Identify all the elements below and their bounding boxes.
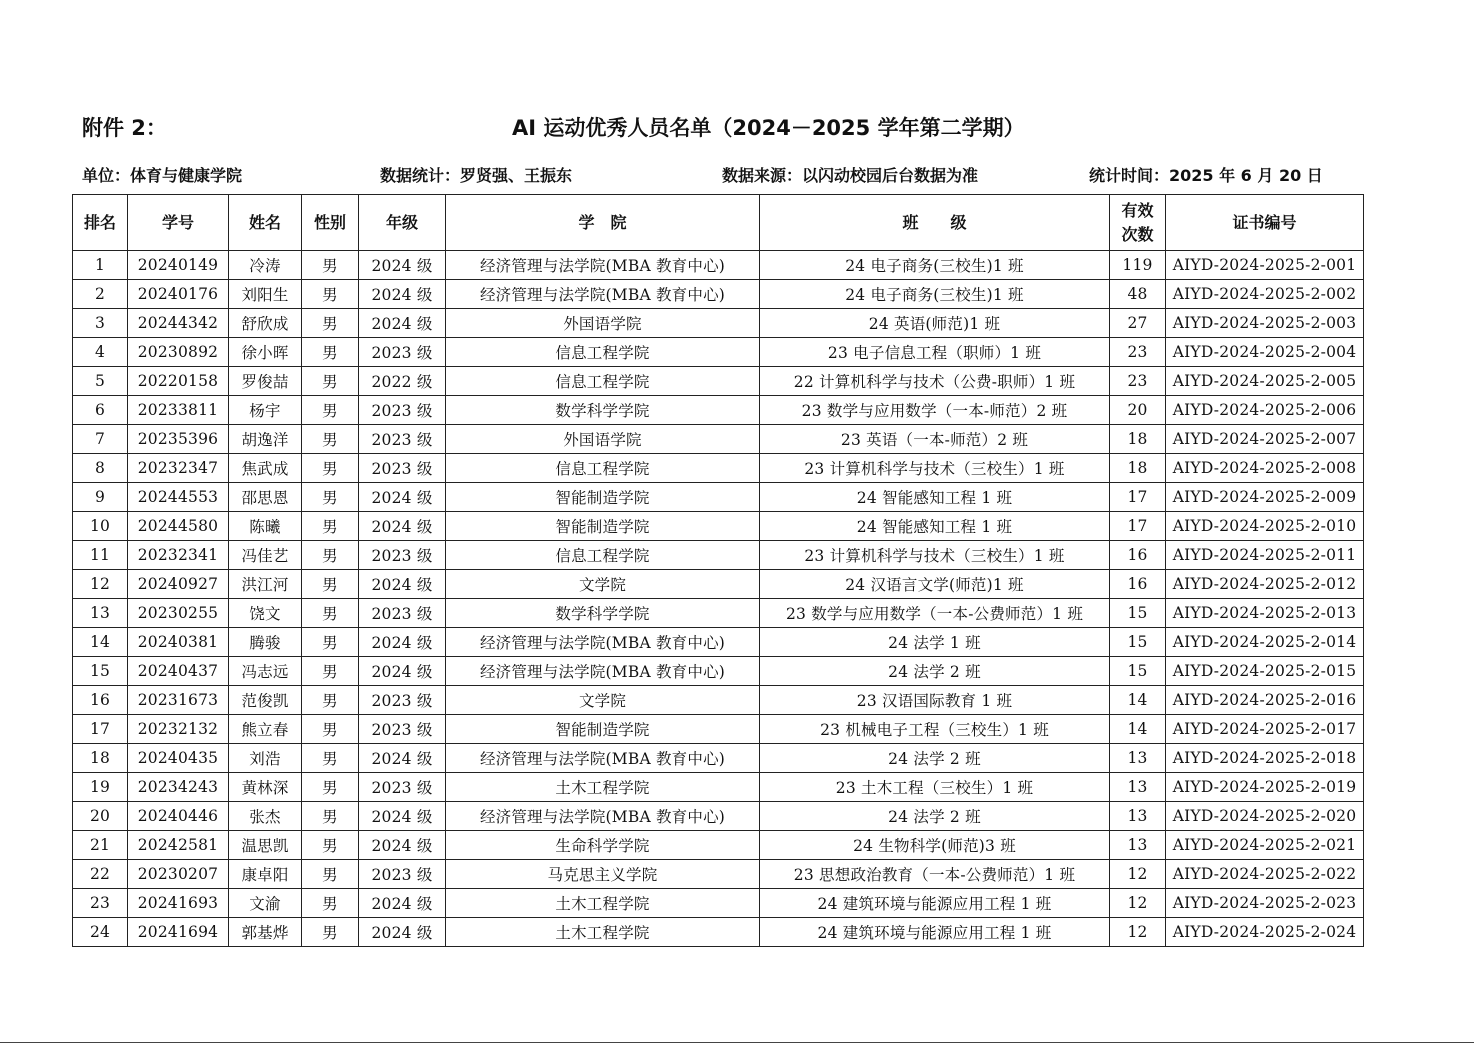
cell-name: 温思凯: [229, 831, 302, 860]
cell-valid-count: 13: [1110, 773, 1166, 802]
cell-college: 信息工程学院: [446, 541, 760, 570]
cell-certificate: AIYD-2024-2025-2-010: [1166, 512, 1364, 541]
cell-class: 23 思想政治教育（一本-公费师范）1 班: [760, 860, 1110, 889]
roster-table: [72, 194, 1364, 947]
cell-name: 腾骏: [229, 628, 302, 657]
cell-certificate: AIYD-2024-2025-2-016: [1166, 686, 1364, 715]
cell-rank: 14: [73, 628, 128, 657]
cell-college: 智能制造学院: [446, 715, 760, 744]
cell-certificate: AIYD-2024-2025-2-022: [1166, 860, 1364, 889]
cell-certificate: AIYD-2024-2025-2-019: [1166, 773, 1364, 802]
table-row: [73, 773, 1364, 802]
table-row: [73, 425, 1364, 454]
cell-grade: 2024 级: [359, 483, 446, 512]
cell-name: 张杰: [229, 802, 302, 831]
cell-rank: 17: [73, 715, 128, 744]
cell-gender: 男: [302, 541, 359, 570]
cell-name: 范俊凯: [229, 686, 302, 715]
cell-student-id: 20230255: [128, 599, 229, 628]
cell-student-id: 20244580: [128, 512, 229, 541]
cell-valid-count: 13: [1110, 744, 1166, 773]
cell-college: 外国语学院: [446, 309, 760, 338]
cell-gender: 男: [302, 425, 359, 454]
cell-college: 数学科学学院: [446, 396, 760, 425]
header-student-id: 学号: [128, 195, 229, 251]
cell-grade: 2024 级: [359, 802, 446, 831]
cell-class: 24 智能感知工程 1 班: [760, 483, 1110, 512]
cell-class: 24 法学 2 班: [760, 744, 1110, 773]
cell-college: 信息工程学院: [446, 338, 760, 367]
statistician-label: 数据统计：罗贤强、王振东: [380, 166, 573, 185]
cell-class: 24 生物科学(师范)3 班: [760, 831, 1110, 860]
cell-valid-count: 12: [1110, 918, 1166, 947]
cell-grade: 2023 级: [359, 396, 446, 425]
cell-valid-count: 23: [1110, 367, 1166, 396]
cell-college: 信息工程学院: [446, 454, 760, 483]
cell-rank: 10: [73, 512, 128, 541]
cell-rank: 24: [73, 918, 128, 947]
cell-gender: 男: [302, 831, 359, 860]
cell-certificate: AIYD-2024-2025-2-004: [1166, 338, 1364, 367]
roster-body: [73, 251, 1364, 947]
cell-valid-count: 23: [1110, 338, 1166, 367]
cell-gender: 男: [302, 918, 359, 947]
cell-rank: 2: [73, 280, 128, 309]
cell-name: 徐小晖: [229, 338, 302, 367]
cell-rank: 9: [73, 483, 128, 512]
cell-student-id: 20240381: [128, 628, 229, 657]
cell-rank: 16: [73, 686, 128, 715]
cell-certificate: AIYD-2024-2025-2-020: [1166, 802, 1364, 831]
cell-certificate: AIYD-2024-2025-2-014: [1166, 628, 1364, 657]
cell-certificate: AIYD-2024-2025-2-012: [1166, 570, 1364, 599]
cell-student-id: 20240446: [128, 802, 229, 831]
document-header: [82, 108, 1372, 144]
cell-college: 数学科学学院: [446, 599, 760, 628]
cell-class: 22 计算机科学与技术（公费-职师）1 班: [760, 367, 1110, 396]
cell-gender: 男: [302, 802, 359, 831]
cell-name: 邵思恩: [229, 483, 302, 512]
table-row: [73, 512, 1364, 541]
cell-grade: 2024 级: [359, 570, 446, 599]
header-certificate: 证书编号: [1166, 195, 1364, 251]
cell-valid-count: 16: [1110, 541, 1166, 570]
cell-valid-count: 18: [1110, 454, 1166, 483]
table-row: [73, 599, 1364, 628]
cell-gender: 男: [302, 454, 359, 483]
cell-college: 土木工程学院: [446, 889, 760, 918]
cell-certificate: AIYD-2024-2025-2-007: [1166, 425, 1364, 454]
page-title: AI 运动优秀人员名单（2024－2025 学年第二学期）: [512, 116, 1025, 140]
table-row: [73, 860, 1364, 889]
cell-rank: 21: [73, 831, 128, 860]
header-valid-count: [1110, 195, 1166, 251]
cell-student-id: 20231673: [128, 686, 229, 715]
cell-valid-count: 12: [1110, 889, 1166, 918]
cell-certificate: AIYD-2024-2025-2-008: [1166, 454, 1364, 483]
cell-name: 刘阳生: [229, 280, 302, 309]
cell-name: 郭基烨: [229, 918, 302, 947]
header-grade: 年级: [359, 195, 446, 251]
cell-class: 24 法学 2 班: [760, 802, 1110, 831]
cell-gender: 男: [302, 715, 359, 744]
cell-name: 文渝: [229, 889, 302, 918]
table-row: [73, 309, 1364, 338]
cell-name: 刘浩: [229, 744, 302, 773]
cell-valid-count: 16: [1110, 570, 1166, 599]
cell-grade: 2023 级: [359, 715, 446, 744]
cell-certificate: AIYD-2024-2025-2-015: [1166, 657, 1364, 686]
cell-class: 24 法学 2 班: [760, 657, 1110, 686]
table-row: [73, 280, 1364, 309]
cell-rank: 6: [73, 396, 128, 425]
cell-class: 24 建筑环境与能源应用工程 1 班: [760, 889, 1110, 918]
cell-name: 胡逸洋: [229, 425, 302, 454]
cell-name: 罗俊喆: [229, 367, 302, 396]
cell-valid-count: 17: [1110, 483, 1166, 512]
cell-gender: 男: [302, 512, 359, 541]
cell-certificate: AIYD-2024-2025-2-023: [1166, 889, 1364, 918]
cell-rank: 20: [73, 802, 128, 831]
cell-certificate: AIYD-2024-2025-2-021: [1166, 831, 1364, 860]
cell-grade: 2022 级: [359, 367, 446, 396]
cell-grade: 2023 级: [359, 860, 446, 889]
cell-valid-count: 27: [1110, 309, 1166, 338]
cell-student-id: 20234243: [128, 773, 229, 802]
cell-name: 洪江河: [229, 570, 302, 599]
cell-rank: 5: [73, 367, 128, 396]
cell-college: 土木工程学院: [446, 918, 760, 947]
cell-grade: 2023 级: [359, 425, 446, 454]
cell-name: 黄林深: [229, 773, 302, 802]
cell-class: 24 法学 1 班: [760, 628, 1110, 657]
cell-class: 23 土木工程（三校生）1 班: [760, 773, 1110, 802]
cell-valid-count: 48: [1110, 280, 1166, 309]
cell-gender: 男: [302, 860, 359, 889]
cell-rank: 15: [73, 657, 128, 686]
cell-grade: 2023 级: [359, 599, 446, 628]
cell-gender: 男: [302, 570, 359, 599]
cell-college: 马克思主义学院: [446, 860, 760, 889]
table-row: [73, 483, 1364, 512]
cell-gender: 男: [302, 599, 359, 628]
cell-class: 23 计算机科学与技术（三校生）1 班: [760, 454, 1110, 483]
cell-name: 康卓阳: [229, 860, 302, 889]
cell-student-id: 20240437: [128, 657, 229, 686]
cell-college: 信息工程学院: [446, 367, 760, 396]
cell-valid-count: 17: [1110, 512, 1166, 541]
cell-rank: 3: [73, 309, 128, 338]
cell-college: 经济管理与法学院(MBA 教育中心): [446, 802, 760, 831]
cell-student-id: 20232347: [128, 454, 229, 483]
page-bottom-divider: [0, 1042, 1474, 1043]
cell-class: 24 智能感知工程 1 班: [760, 512, 1110, 541]
cell-student-id: 20240435: [128, 744, 229, 773]
cell-gender: 男: [302, 280, 359, 309]
table-row: [73, 831, 1364, 860]
cell-college: 土木工程学院: [446, 773, 760, 802]
cell-certificate: AIYD-2024-2025-2-009: [1166, 483, 1364, 512]
cell-class: 24 汉语言文学(师范)1 班: [760, 570, 1110, 599]
cell-grade: 2024 级: [359, 889, 446, 918]
cell-grade: 2023 级: [359, 686, 446, 715]
cell-gender: 男: [302, 396, 359, 425]
cell-valid-count: 20: [1110, 396, 1166, 425]
cell-student-id: 20230207: [128, 860, 229, 889]
cell-class: 23 数学与应用数学（一本-公费师范）1 班: [760, 599, 1110, 628]
cell-student-id: 20244342: [128, 309, 229, 338]
header-valid-count-line2: 次数: [1121, 224, 1154, 244]
table-row: [73, 570, 1364, 599]
cell-name: 冷涛: [229, 251, 302, 280]
cell-certificate: AIYD-2024-2025-2-011: [1166, 541, 1364, 570]
cell-rank: 13: [73, 599, 128, 628]
cell-rank: 4: [73, 338, 128, 367]
cell-college: 生命科学学院: [446, 831, 760, 860]
cell-class: 23 电子信息工程（职师）1 班: [760, 338, 1110, 367]
cell-college: 经济管理与法学院(MBA 教育中心): [446, 657, 760, 686]
cell-grade: 2024 级: [359, 657, 446, 686]
table-row: [73, 715, 1364, 744]
cell-college: 智能制造学院: [446, 512, 760, 541]
cell-gender: 男: [302, 744, 359, 773]
cell-student-id: 20233811: [128, 396, 229, 425]
cell-college: 文学院: [446, 686, 760, 715]
cell-valid-count: 15: [1110, 657, 1166, 686]
cell-valid-count: 15: [1110, 628, 1166, 657]
cell-grade: 2024 级: [359, 744, 446, 773]
cell-student-id: 20232341: [128, 541, 229, 570]
cell-name: 冯志远: [229, 657, 302, 686]
cell-gender: 男: [302, 483, 359, 512]
cell-gender: 男: [302, 889, 359, 918]
cell-rank: 1: [73, 251, 128, 280]
cell-college: 经济管理与法学院(MBA 教育中心): [446, 628, 760, 657]
cell-student-id: 20240149: [128, 251, 229, 280]
cell-valid-count: 13: [1110, 802, 1166, 831]
cell-student-id: 20242581: [128, 831, 229, 860]
table-row: [73, 454, 1364, 483]
cell-college: 智能制造学院: [446, 483, 760, 512]
header-class: 班 级: [760, 195, 1110, 251]
table-row: [73, 628, 1364, 657]
cell-grade: 2023 级: [359, 454, 446, 483]
table-row: [73, 367, 1364, 396]
table-row: [73, 802, 1364, 831]
cell-name: 熊立春: [229, 715, 302, 744]
cell-certificate: AIYD-2024-2025-2-001: [1166, 251, 1364, 280]
cell-grade: 2023 级: [359, 338, 446, 367]
cell-student-id: 20241694: [128, 918, 229, 947]
cell-student-id: 20230892: [128, 338, 229, 367]
cell-certificate: AIYD-2024-2025-2-024: [1166, 918, 1364, 947]
cell-gender: 男: [302, 251, 359, 280]
table-row: [73, 744, 1364, 773]
cell-name: 陈曦: [229, 512, 302, 541]
cell-student-id: 20240927: [128, 570, 229, 599]
cell-rank: 23: [73, 889, 128, 918]
header-name: 姓名: [229, 195, 302, 251]
table-header-row: [73, 195, 1364, 251]
cell-certificate: AIYD-2024-2025-2-017: [1166, 715, 1364, 744]
cell-student-id: 20235396: [128, 425, 229, 454]
cell-gender: 男: [302, 338, 359, 367]
table-row: [73, 657, 1364, 686]
cell-college: 经济管理与法学院(MBA 教育中心): [446, 251, 760, 280]
cell-student-id: 20241693: [128, 889, 229, 918]
cell-grade: 2024 级: [359, 628, 446, 657]
cell-class: 23 机械电子工程（三校生）1 班: [760, 715, 1110, 744]
cell-certificate: AIYD-2024-2025-2-018: [1166, 744, 1364, 773]
cell-certificate: AIYD-2024-2025-2-005: [1166, 367, 1364, 396]
cell-college: 外国语学院: [446, 425, 760, 454]
cell-gender: 男: [302, 657, 359, 686]
cell-valid-count: 119: [1110, 251, 1166, 280]
cell-valid-count: 13: [1110, 831, 1166, 860]
cell-name: 杨宇: [229, 396, 302, 425]
header-valid-count-line1: 有效: [1121, 200, 1154, 220]
cell-class: 23 英语（一本-师范）2 班: [760, 425, 1110, 454]
cell-name: 饶文: [229, 599, 302, 628]
cell-valid-count: 12: [1110, 860, 1166, 889]
cell-gender: 男: [302, 686, 359, 715]
cell-class: 24 电子商务(三校生)1 班: [760, 251, 1110, 280]
cell-class: 24 电子商务(三校生)1 班: [760, 280, 1110, 309]
cell-college: 经济管理与法学院(MBA 教育中心): [446, 744, 760, 773]
cell-certificate: AIYD-2024-2025-2-006: [1166, 396, 1364, 425]
attachment-label: 附件 2：: [82, 116, 167, 140]
cell-grade: 2024 级: [359, 251, 446, 280]
cell-valid-count: 14: [1110, 686, 1166, 715]
table-row: [73, 918, 1364, 947]
cell-class: 23 数学与应用数学（一本-师范）2 班: [760, 396, 1110, 425]
cell-grade: 2023 级: [359, 773, 446, 802]
cell-student-id: 20244553: [128, 483, 229, 512]
cell-gender: 男: [302, 628, 359, 657]
cell-student-id: 20240176: [128, 280, 229, 309]
cell-name: 冯佳艺: [229, 541, 302, 570]
cell-certificate: AIYD-2024-2025-2-003: [1166, 309, 1364, 338]
cell-valid-count: 14: [1110, 715, 1166, 744]
cell-gender: 男: [302, 773, 359, 802]
cell-class: 24 建筑环境与能源应用工程 1 班: [760, 918, 1110, 947]
table-row: [73, 251, 1364, 280]
unit-label: 单位：体育与健康学院: [82, 166, 243, 185]
cell-college: 文学院: [446, 570, 760, 599]
cell-certificate: AIYD-2024-2025-2-013: [1166, 599, 1364, 628]
cell-rank: 22: [73, 860, 128, 889]
cell-grade: 2024 级: [359, 831, 446, 860]
cell-rank: 8: [73, 454, 128, 483]
cell-grade: 2023 级: [359, 541, 446, 570]
statistics-date-label: 统计时间：2025 年 6 月 20 日: [1089, 166, 1323, 185]
table-row: [73, 889, 1364, 918]
cell-college: 经济管理与法学院(MBA 教育中心): [446, 280, 760, 309]
cell-valid-count: 15: [1110, 599, 1166, 628]
cell-class: 23 计算机科学与技术（三校生）1 班: [760, 541, 1110, 570]
table-row: [73, 541, 1364, 570]
cell-valid-count: 18: [1110, 425, 1166, 454]
cell-name: 舒欣成: [229, 309, 302, 338]
data-source-label: 数据来源：以闪动校园后台数据为准: [722, 166, 979, 185]
cell-rank: 19: [73, 773, 128, 802]
cell-student-id: 20220158: [128, 367, 229, 396]
cell-class: 23 汉语国际教育 1 班: [760, 686, 1110, 715]
cell-grade: 2024 级: [359, 512, 446, 541]
header-college: 学 院: [446, 195, 760, 251]
header-rank: 排名: [73, 195, 128, 251]
header-gender: 性别: [302, 195, 359, 251]
cell-rank: 12: [73, 570, 128, 599]
cell-rank: 18: [73, 744, 128, 773]
table-row: [73, 396, 1364, 425]
cell-grade: 2024 级: [359, 309, 446, 338]
cell-rank: 7: [73, 425, 128, 454]
table-row: [73, 686, 1364, 715]
cell-rank: 11: [73, 541, 128, 570]
cell-gender: 男: [302, 309, 359, 338]
cell-name: 焦武成: [229, 454, 302, 483]
cell-grade: 2024 级: [359, 918, 446, 947]
cell-class: 24 英语(师范)1 班: [760, 309, 1110, 338]
cell-gender: 男: [302, 367, 359, 396]
cell-certificate: AIYD-2024-2025-2-002: [1166, 280, 1364, 309]
cell-grade: 2024 级: [359, 280, 446, 309]
table-row: [73, 338, 1364, 367]
cell-student-id: 20232132: [128, 715, 229, 744]
